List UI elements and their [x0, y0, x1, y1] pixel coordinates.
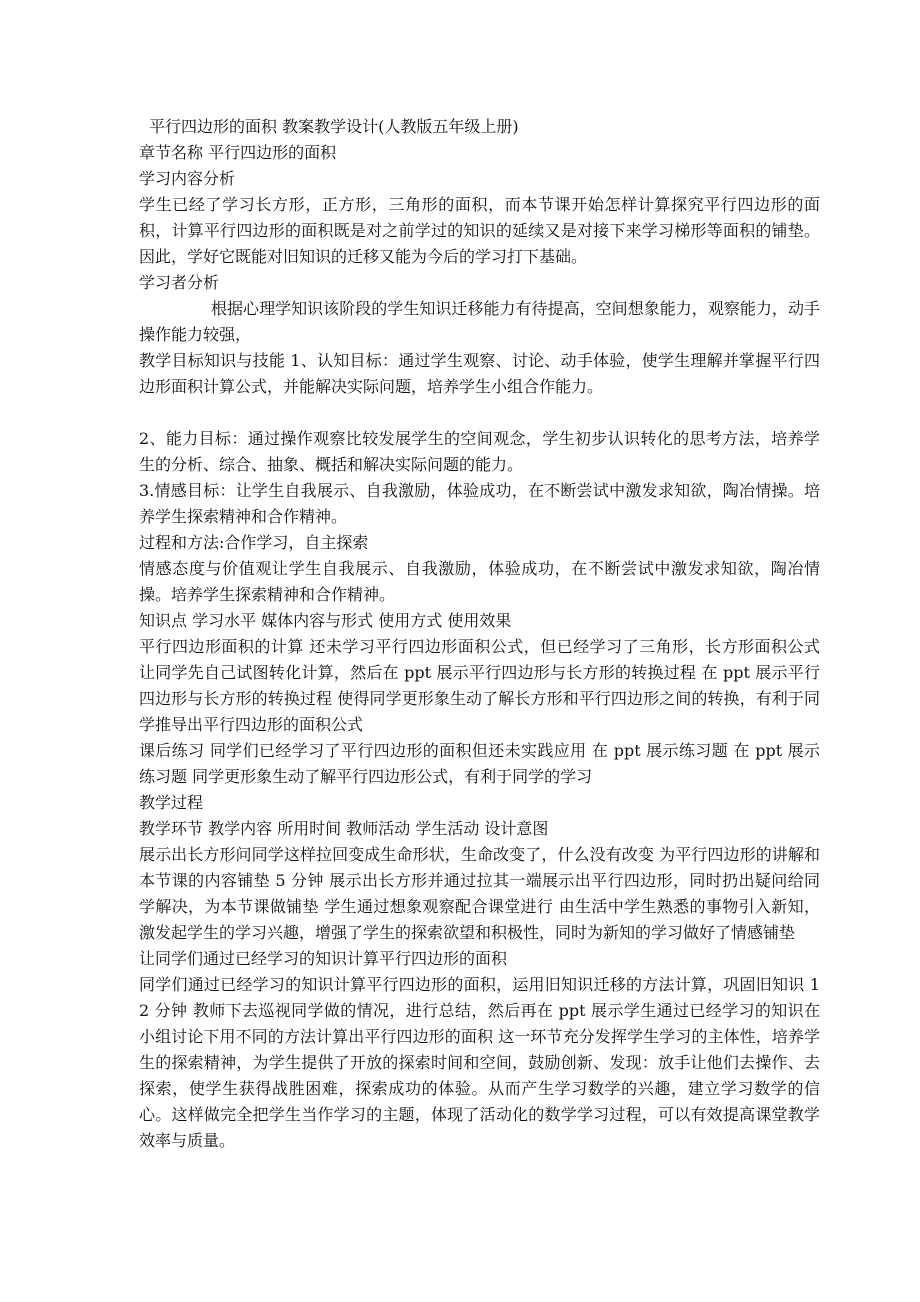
paragraph-objective-ability: 2、能力目标：通过操作观察比较发展学生的空间观念，学生初步认识转化的思考方法，培养学生的分析、综合、抽象、概括和解决实际问题的能力。 [139, 429, 820, 474]
section-heading-content-analysis: 学习内容分析 [139, 169, 236, 188]
paragraph-objective-cognitive: 教学目标知识与技能 1、认知目标：通过学生观察、讨论、动手体验，使学生理解并掌握平行四边形面积计算公式，并能解决实际问题，培养学生小组合作能力。 [139, 351, 820, 396]
section-heading-learner-analysis: 学习者分析 [139, 273, 220, 292]
paragraph-attitude-values: 情感态度与价值观让学生自我展示、自我激励，体验成功，在不断尝试中激发求知欲，陶冶情操。培养学生探索精神和合作精神。 [139, 559, 820, 604]
paragraph-objective-emotion: 3.情感目标：让学生自我展示、自我激励，体验成功，在不断尝试中激发求知欲，陶冶情操。培养学生探索精神和合作精神。 [139, 481, 820, 526]
table-header-process: 教学环节 教学内容 所用时间 教师活动 学生活动 设计意图 [139, 819, 549, 838]
table-header-knowledge: 知识点 学习水平 媒体内容与形式 使用方式 使用效果 [139, 611, 512, 630]
paragraph-calculation-task: 让同学们通过已经学习的知识计算平行四边形的面积 [139, 949, 508, 968]
paragraph-learner-analysis: 根据心理学知识该阶段的学生知识迁移能力有待提高，空间想象能力，观察能力，动手操作能力较强， [139, 299, 820, 344]
document-title: 平行四边形的面积 教案教学设计(人教版五年级上册) [149, 117, 519, 136]
table-row-calculation: 同学们通过已经学习的知识计算平行四边形的面积，运用旧知识迁移的方法计算，巩固旧知识 12 分钟 教师下去巡视同学做的情况，进行总结，然后再在 ppt 展示学生通过已经学习的知识在小组讨论下用不同的方法计算出平行四边形的面积 这一环节充分发挥学生学习的主体性，培养学生的探索精神，为学生提供了开放的探索时间和空间，鼓励创新、发现：放手让他们去操作、去探索，使学生获得战胜困难，探索成功的体验。从而产生学习数学的兴趣，建立学习数学的信心。这样做完全把学生当作学习的主题，体现了活动化的数学学习过程，可以有效提高课堂教学效率与质量。 [139, 975, 820, 1150]
paragraph-process-method: 过程和方法:合作学习，自主探索 [139, 533, 369, 552]
section-heading-teaching-process: 教学过程 [139, 793, 204, 812]
table-row-area-calculation: 平行四边形面积的计算 还未学习平行四边形面积公式，但已经学习了三角形，长方形面积公式 让同学先自己试图转化计算，然后在 ppt 展示平行四边形与长方形的转换过程 在 ppt 展示平行四边形与长方形的转换过程 使得同学更形象生动了解长方形和平行四边形之间的转换，有利于同学推导出平行四边形的面积公式 [139, 637, 820, 734]
table-row-introduction: 展示出长方形问同学这样拉回变成生命形状，生命改变了，什么没有改变 为平行四边形的讲解和本节课的内容铺垫 5 分钟 展示出长方形并通过拉其一端展示出平行四边形，同时扔出疑问给同学解决，为本节课做铺垫 学生通过想象观察配合课堂进行 由生活中学生熟悉的事物引入新知，激发起学生的学习兴趣，增强了学生的探索欲望和积极性，同时为新知的学习做好了情感铺垫 [139, 845, 820, 942]
chapter-name: 章节名称 平行四边形的面积 [139, 143, 337, 162]
table-row-homework: 课后练习 同学们已经学习了平行四边形的面积但还未实践应用 在 ppt 展示练习题 在 ppt 展示练习题 同学更形象生动了解平行四边形公式，有利于同学的学习 [139, 741, 820, 786]
paragraph-content-analysis: 学生已经了学习长方形，正方形，三角形的面积，而本节课开始怎样计算探究平行四边形的面积，计算平行四边形的面积既是对之前学过的知识的延续又是对接下来学习梯形等面积的铺垫。因此，学好它既能对旧知识的迁移又能为今后的学习打下基础。 [139, 195, 820, 266]
